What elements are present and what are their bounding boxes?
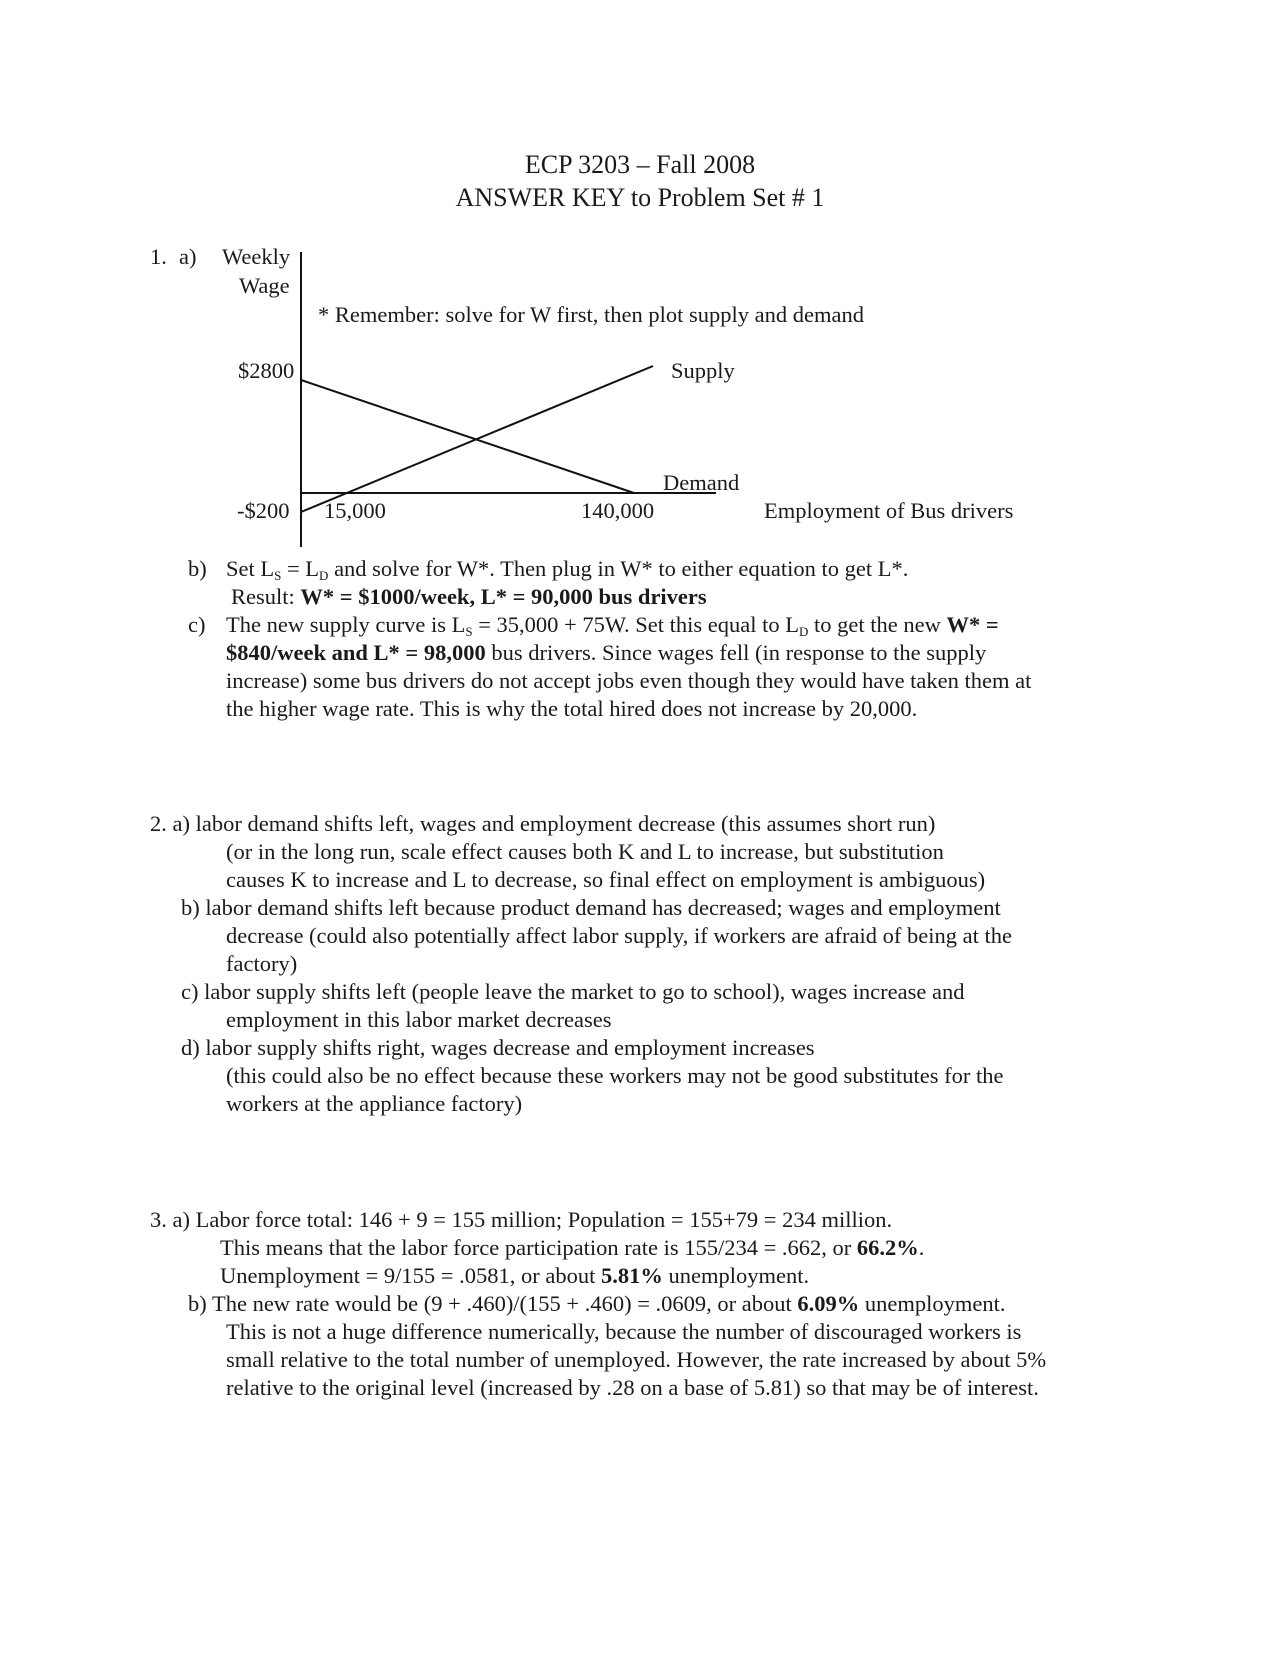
q1c-line1: The new supply curve is $L_S = 35,000 + 75W$. Set this equal to $L_D$ to get the new W* = [226, 612, 999, 639]
q2a-line2: (or in the long run, scale effect causes both K and L to increase, but substitution [226, 839, 944, 864]
q3a-line3: Unemployment = 9/155 = .0581, or about 5.81% unemployment. [220, 1263, 810, 1288]
y-axis-label-wage: Wage [239, 273, 290, 298]
q1b-result: Result: W* = $1000/week, L* = 90,000 bus drivers [231, 584, 707, 609]
q3b-line3: small relative to the total number of unemployed. However, the rate increased by about 5% [226, 1347, 1047, 1372]
q1b-label: b) [188, 556, 207, 581]
q1c-label: c) [188, 612, 206, 637]
q2d-line1: d) labor supply shifts right, wages decrease and employment increases [181, 1035, 815, 1060]
q2a-line3: causes K to increase and L to decrease, so final effect on employment is ambiguous) [226, 867, 986, 892]
x-axis-label: Employment of Bus drivers [764, 498, 1014, 523]
q2b-line3: factory) [226, 951, 298, 976]
q2b-line2: decrease (could also potentially affect labor supply, if workers are afraid of being at the [226, 923, 1012, 948]
y-tick-neg200: -$200 [237, 498, 290, 523]
q2c-line1: c) labor supply shifts left (people leave the market to go to school), wages increase and [181, 979, 965, 1004]
supply-curve [301, 366, 653, 512]
q3b-line1: b) The new rate would be (9 + .460)/(155 + .460) = .0609, or about 6.09% unemployment. [188, 1291, 1006, 1316]
y-tick-2800: $2800 [238, 358, 295, 383]
q2d-line2: (this could also be no effect because these workers may not be good substitutes for the [226, 1063, 1004, 1088]
y-axis-label-weekly: Weekly [222, 244, 291, 269]
q3a-line2: This means that the labor force participation rate is 155/234 = .662, or 66.2%. [220, 1235, 925, 1260]
q3b-line2: This is not a huge difference numerically, because the number of discouraged workers is [226, 1319, 1022, 1344]
x-tick-15000: 15,000 [324, 498, 386, 523]
q1c-line4: the higher wage rate. This is why the total hired does not increase by 20,000. [226, 696, 918, 721]
q1c-line3: increase) some bus drivers do not accept jobs even though they would have taken them at [226, 668, 1032, 693]
q3b-line4: relative to the original level (increased by .28 on a base of 5.81) so that may be of interest. [226, 1375, 1039, 1400]
supply-label: Supply [671, 358, 735, 383]
demand-curve [301, 380, 634, 493]
q1b-line1: Set $L_S = L_D$ and solve for W*. Then plug in W* to either equation to get L*. [226, 556, 909, 583]
q2d-line3: workers at the appliance factory) [226, 1091, 523, 1116]
labor-market-graph [0, 0, 1280, 560]
q2c-line2: employment in this labor market decreases [226, 1007, 612, 1032]
q2a-line1: 2. a) labor demand shifts left, wages and employment decrease (this assumes short run) [150, 811, 936, 836]
x-tick-140000: 140,000 [581, 498, 655, 523]
q2b-line1: b) labor demand shifts left because product demand has decreased; wages and employment [181, 895, 1001, 920]
q1-number: 1. [150, 244, 167, 269]
course-heading: ECP 3203 – Fall 2008 [524, 150, 756, 179]
q3a-line1: 3. a) Labor force total: 146 + 9 = 155 million; Population = 155+79 = 234 million. [150, 1207, 893, 1232]
q1c-line2: $840/week and L* = 98,000 bus drivers. Since wages fell (in response to the supply [226, 640, 987, 665]
q1a-label: a) [179, 244, 197, 269]
graph-note: * Remember: solve for W first, then plot supply and demand [318, 302, 864, 327]
page-title: ANSWER KEY to Problem Set # 1 [455, 183, 825, 212]
demand-label: Demand [663, 470, 740, 495]
